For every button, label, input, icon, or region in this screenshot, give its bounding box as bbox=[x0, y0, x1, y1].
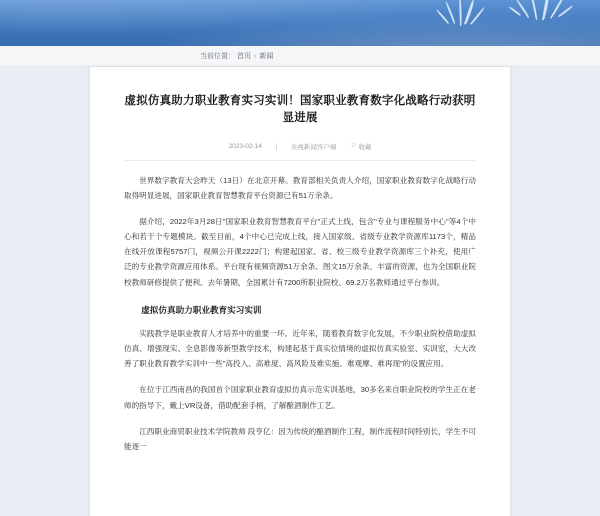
article-paragraph: 据介绍，2022年3月28日"国家职业教育智慧教育平台"正式上线，包含"专业与课程服务中心"等4个中心和若干个专题模块。截至目前，4个中心已完成上线，接入国家级、省级专业教学资源库1173个，精品在线开放课程5757门，视频公开课2222门；构建起国家、省、校三级专业教学资源库三个补充，使用广泛的专业教学资源应用体系。平台现有视频资源51万余条、图文15万余条。丰富的资源，也为全国职业院校教师研修提供了便利。去年暑期，全国累计有7200所职业院校、69.2万名教师通过平台参训。 bbox=[124, 216, 476, 287]
star-icon: ☆ bbox=[350, 142, 357, 149]
page-title: 虚拟仿真助力职业教育实习实训！国家职业教育数字化战略行动获明显进展 bbox=[124, 95, 476, 125]
article-source: 央视新闻客户端 bbox=[290, 143, 337, 151]
breadcrumb-label: 当前位置： bbox=[200, 53, 235, 60]
article-paragraph: 在位于江西南昌的我国首个国家职业教育虚拟仿真示范实训基地，30多名来自职业院校的学生正在老师的指导下，戴上VR设备，借助配套手柄，了解酿酒制作工艺。 bbox=[124, 385, 476, 410]
breadcrumb-separator: › bbox=[254, 52, 257, 60]
article-subheading: 虚拟仿真助力职业教育实习实训 bbox=[141, 304, 262, 315]
site-banner bbox=[0, 0, 600, 46]
meta-divider bbox=[276, 143, 277, 150]
breadcrumb-home-link[interactable]: 首页 bbox=[237, 53, 251, 60]
banner-background bbox=[0, 0, 600, 46]
fade-mask bbox=[90, 507, 510, 516]
article-meta bbox=[124, 142, 476, 161]
article-date: 2023-02-14 bbox=[228, 142, 262, 150]
article-sheet bbox=[90, 67, 510, 516]
breadcrumb-current: 新闻 bbox=[259, 53, 274, 60]
article-paragraph: 江西职业商贸职业技术学院教师 段亨亿：因为传统的酿酒制作工程，制作流程时间特别长，学生不可能逐一 bbox=[124, 426, 476, 451]
article-paragraph: 世界数字教育大会昨天（13日）在北京开幕。教育部相关负责人介绍，国家职业教育数字化战略行动取得明显进展，国家职业教育智慧教育平台资源已有51万余条。 bbox=[124, 175, 476, 200]
favorite-button[interactable] bbox=[350, 142, 371, 151]
content-area bbox=[0, 67, 600, 516]
article-paragraph: 实践教学是职业教育人才培养中的重要一环。近年来，随着教育数字化发展，不少职业院校借助虚拟仿真、增强现实、全息影像等新型教学技术，构建起基于真实位情境的虚拟仿真实验室、实训室，大大改善了职业教育教学实训中一些"高投入、高难度、高风险及难实施、难观摩、难再现"的设置应用。 bbox=[124, 328, 476, 369]
breadcrumb bbox=[0, 46, 600, 67]
favorite-label: 收藏 bbox=[358, 143, 372, 151]
